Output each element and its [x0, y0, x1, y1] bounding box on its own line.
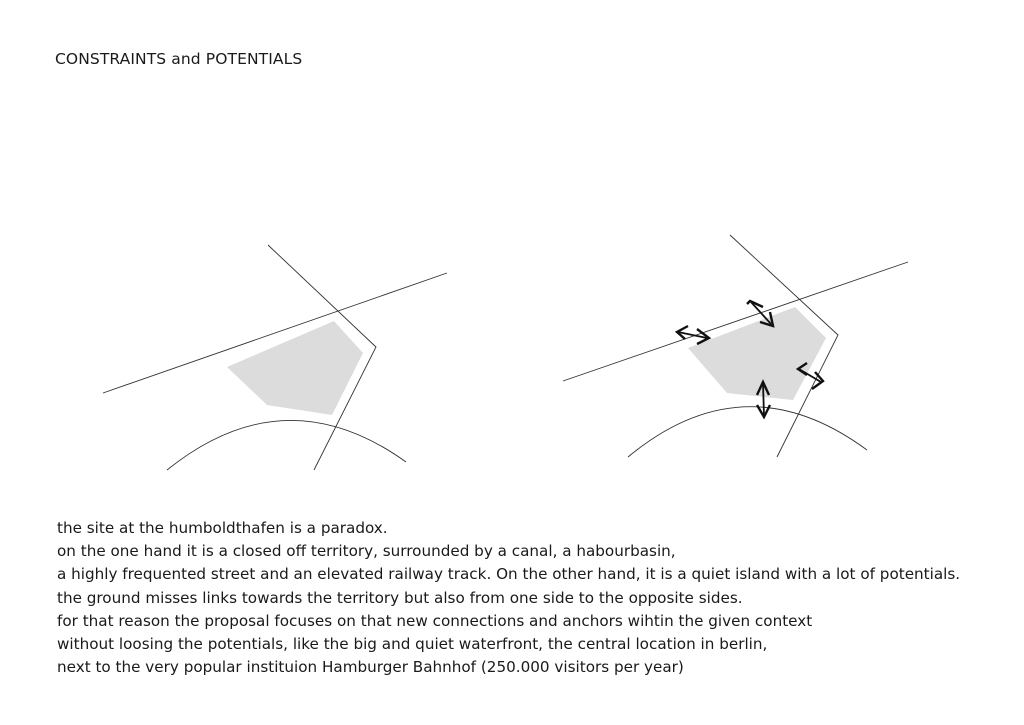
text-line: without loosing the potentials, like the big and quiet waterfront, the central location in berlin,: [57, 635, 768, 654]
potentials-diagram: [555, 225, 915, 475]
text-line: a highly frequented street and an elevated railway track. On the other hand, it is a quiet island with a lot of potentials.: [57, 565, 961, 584]
constraints-diagram: [95, 225, 455, 475]
text-line: the ground misses links towards the territory but also from one side to the opposite sides.: [57, 588, 743, 607]
page-title: CONSTRAINTS and POTENTIALS: [55, 50, 303, 68]
connection-arrow-icon: [677, 326, 709, 344]
description-paragraph: [57, 517, 960, 679]
text-line: next to the very popular instituion Hamburger Bahnhof (250.000 visitors per year): [57, 658, 684, 677]
text-line: on the one hand it is a closed off territory, surrounded by a canal, a habourbasin,: [57, 542, 676, 561]
canal-arc: [628, 407, 867, 457]
text-line: for that reason the proposal focuses on that new connections and anchors wihtin the given context: [57, 611, 813, 630]
site-area: [688, 307, 826, 400]
canal-arc: [167, 420, 406, 470]
text-line: the site at the humboldthafen is a paradox.: [57, 519, 388, 537]
site-area: [227, 321, 363, 415]
